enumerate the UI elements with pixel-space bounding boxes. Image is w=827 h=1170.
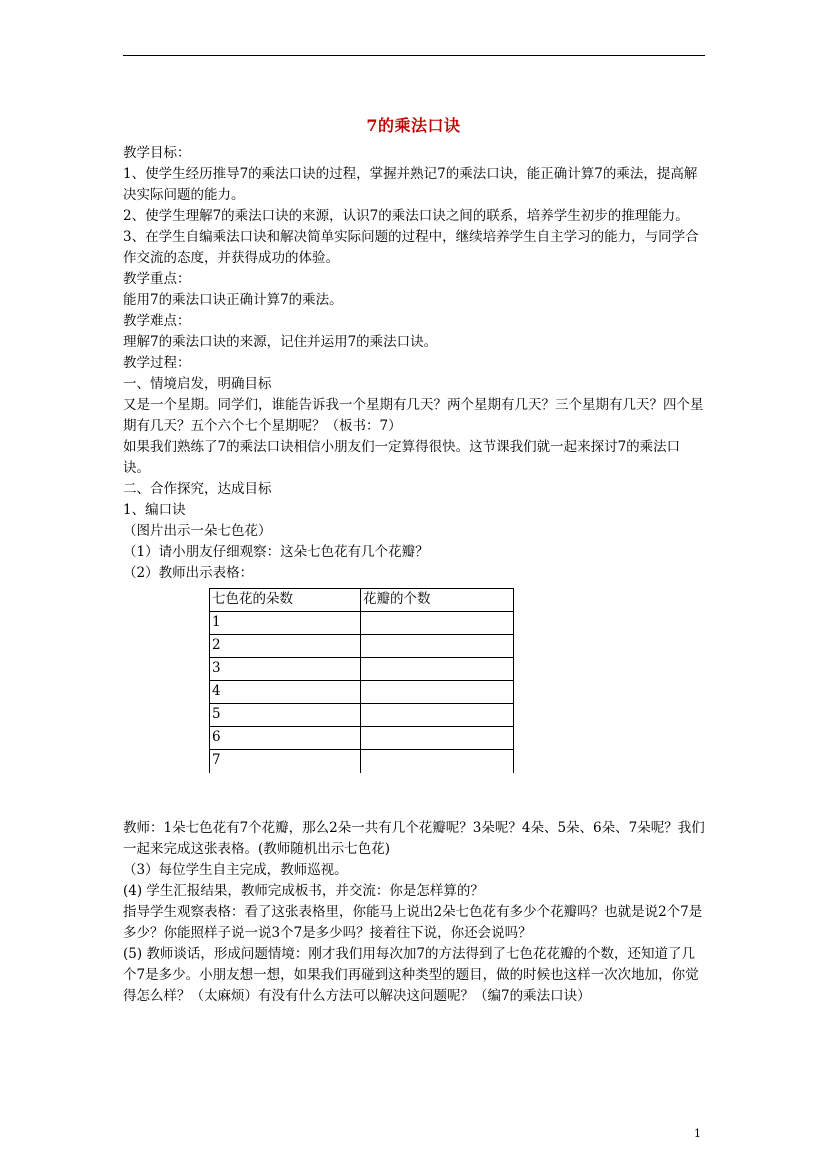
- paragraph: （2）教师出示表格：: [123, 565, 254, 581]
- table-cell: [361, 612, 514, 635]
- paragraph: 指导学生观察表格：看了这张表格里，你能马上说出2朵七色花有多少个花瓣吗？也就是说2个7是多少？你能照样子说一说3个7是多少吗？接着往下说，你还会说吗？: [123, 904, 703, 941]
- table-header-cell: 花瓣的个数: [361, 589, 514, 612]
- paragraph: 1、使学生经历推导7的乘法口诀的过程，掌握并熟记7的乘法口诀，能正确计算7的乘法，提高解决实际问题的能力。: [123, 166, 698, 203]
- table-row: [210, 681, 514, 704]
- table-header-cell: 七色花的朵数: [210, 589, 361, 612]
- header-rule: [123, 55, 705, 56]
- paragraph: 又是一个星期。同学们，谁能告诉我一个星期有几天？两个星期有几天？三个星期有几天？四个星期有几天？五个六个七个星期呢？（板书：7）: [123, 397, 704, 434]
- paragraph: （3）每位学生自主完成，教师巡视。: [123, 862, 348, 878]
- table-cell: [361, 635, 514, 658]
- table-row: [210, 658, 514, 681]
- page-number: 1: [694, 1127, 701, 1140]
- paragraph: 教学目标：: [123, 145, 191, 161]
- table-cell: 3: [210, 658, 361, 681]
- paragraph: 一、情境启发，明确目标: [123, 376, 272, 392]
- table-cell: 1: [210, 612, 361, 635]
- paragraph: （1）请小朋友仔细观察：这朵七色花有几个花瓣？: [123, 544, 429, 560]
- spacer: [123, 773, 707, 818]
- paragraph: 能用7的乘法口诀正确计算7的乘法。: [123, 292, 343, 308]
- paragraph: (5) 教师谈话，形成问题情境：刚才我们用每次加7的方法得到了七色花花瓣的个数，还知道了几个7是多少。小朋友想一想，如果我们再碰到这种类型的题目，做的时候也这样一次次地加，你觉得怎么样？（太麻烦）有没有什么方法可以解决这问题呢？（编7的乘法口诀）: [123, 946, 699, 1004]
- table-cell: [361, 750, 514, 774]
- table-cell: 6: [210, 727, 361, 750]
- table-cell: [361, 704, 514, 727]
- petal-table-wrapper: [209, 588, 707, 773]
- table-row: [210, 704, 514, 727]
- paragraph: （图片出示一朵七色花）: [123, 523, 272, 539]
- paragraph: 二、合作探究，达成目标: [123, 481, 272, 497]
- paragraph: 教学过程：: [123, 355, 191, 371]
- document-title: 7的乘法口诀: [366, 116, 461, 135]
- paragraph: 教学重点：: [123, 271, 191, 287]
- paragraph: 理解7的乘法口诀的来源，记住并运用7的乘法口诀。: [123, 334, 438, 350]
- paragraph: 教师：1朵七色花有7个花瓣，那么2朵一共有几个花瓣呢？3朵呢？4朵、5朵、6朵、7朵呢？我们一起来完成这张表格。(教师随机出示七色花): [123, 820, 705, 857]
- petal-count-table: [209, 588, 514, 773]
- paragraph: 1、编口诀: [123, 502, 186, 518]
- table-cell: 4: [210, 681, 361, 704]
- paragraph: 2、使学生理解7的乘法口诀的来源，认识7的乘法口诀之间的联系，培养学生初步的推理能力。: [123, 208, 689, 224]
- document-body: [123, 143, 707, 1007]
- table-header-row: [210, 589, 514, 612]
- table-cell: [361, 681, 514, 704]
- table-cell: 2: [210, 635, 361, 658]
- paragraph: 3、在学生自编乘法口诀和解决简单实际问题的过程中，继续培养学生自主学习的能力，与同学合作交流的态度，并获得成功的体验。: [123, 229, 699, 266]
- table-row: [210, 635, 514, 658]
- table-row: [210, 727, 514, 750]
- paragraph: (4) 学生汇报结果，教师完成板书，并交流：你是怎样算的？: [123, 883, 484, 899]
- table-row: [210, 612, 514, 635]
- paragraph: 教学难点：: [123, 313, 191, 329]
- table-cell: [361, 727, 514, 750]
- table-cell: 5: [210, 704, 361, 727]
- table-cell: [361, 658, 514, 681]
- paragraph: 如果我们熟练了7的乘法口诀相信小朋友们一定算得很快。这节课我们就一起来探讨7的乘法口诀。: [123, 439, 681, 476]
- table-cell: 7: [210, 750, 361, 774]
- table-row: [210, 750, 514, 774]
